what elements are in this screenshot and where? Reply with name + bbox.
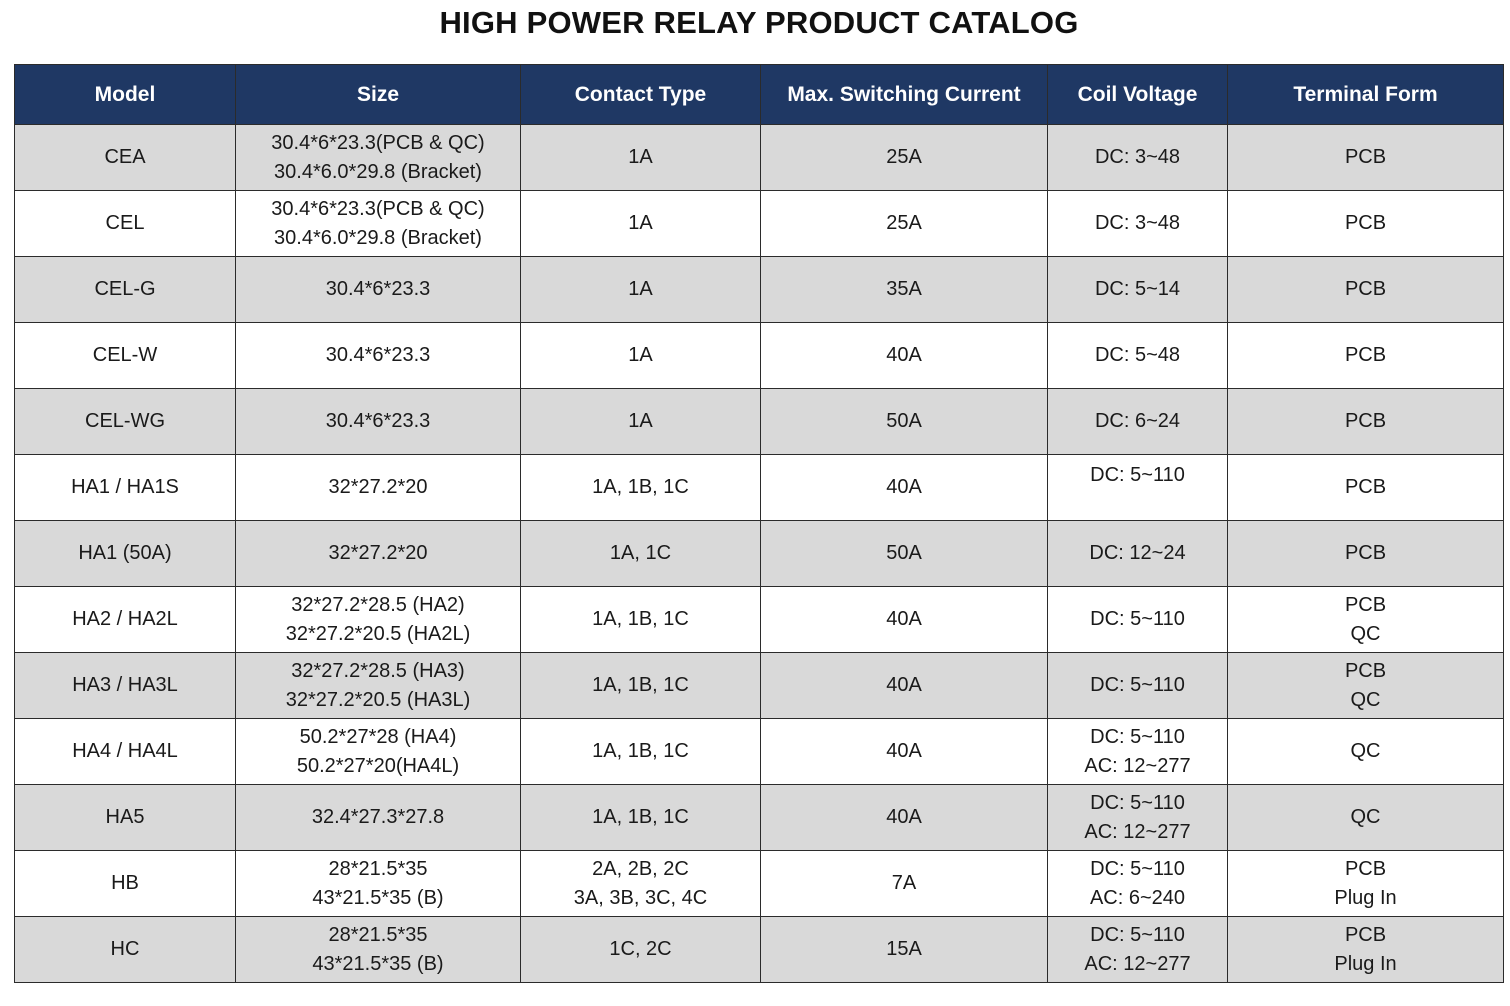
max-current-cell-text: 40A — [886, 608, 922, 630]
max-current-cell — [761, 521, 1048, 587]
terminal-form-cell-line: PCB — [1344, 857, 1387, 880]
column-header-terminal-form: Terminal Form — [1228, 65, 1504, 125]
contact-type-cell-line: 1A — [628, 278, 653, 300]
contact-type-cell — [521, 257, 761, 323]
max-current-cell — [761, 851, 1048, 917]
contact-type-cell-line: 1A — [628, 212, 653, 234]
table-row — [15, 653, 1504, 719]
model-cell — [15, 125, 236, 191]
contact-type-cell — [521, 785, 761, 851]
coil-voltage-cell — [1048, 389, 1228, 455]
model-cell-text: CEL — [105, 212, 145, 234]
size-cell — [236, 455, 521, 521]
max-current-cell-text: 40A — [886, 806, 922, 828]
model-cell — [15, 719, 236, 785]
terminal-form-cell — [1228, 389, 1504, 455]
terminal-form-cell — [1228, 587, 1504, 653]
table-row — [15, 323, 1504, 389]
model-cell — [15, 389, 236, 455]
terminal-form-cell — [1228, 851, 1504, 917]
table-row — [15, 191, 1504, 257]
model-cell-text: HC — [110, 938, 140, 960]
size-cell-line: 32*27.2*28.5 (HA3) — [291, 659, 465, 682]
size-cell — [236, 785, 521, 851]
contact-type-cell — [521, 521, 761, 587]
model-cell-text: CEL-W — [92, 344, 158, 366]
max-current-cell-text: 50A — [886, 542, 922, 564]
size-cell — [236, 917, 521, 983]
terminal-form-cell-line: QC — [1350, 806, 1381, 828]
terminal-form-cell — [1228, 191, 1504, 257]
contact-type-cell-line: 1A, 1B, 1C — [592, 608, 689, 630]
size-cell-line: 28*21.5*35 — [328, 923, 428, 946]
size-cell — [236, 719, 521, 785]
coil-voltage-cell — [1048, 455, 1228, 521]
terminal-form-cell — [1228, 785, 1504, 851]
terminal-form-cell-line: QC — [1350, 688, 1381, 711]
terminal-form-cell-line: PCB — [1344, 659, 1387, 682]
size-cell-line: 32*27.2*28.5 (HA2) — [291, 593, 465, 616]
coil-voltage-cell-line: AC: 12~277 — [1084, 952, 1191, 975]
size-cell — [236, 257, 521, 323]
coil-voltage-cell-line: DC: 5~110 — [1090, 857, 1185, 880]
coil-voltage-cell-line: DC: 5~110 — [1090, 464, 1185, 486]
max-current-cell-text: 50A — [886, 410, 922, 432]
table-row — [15, 785, 1504, 851]
terminal-form-cell-line: QC — [1350, 740, 1381, 762]
size-cell — [236, 389, 521, 455]
coil-voltage-cell-line: DC: 5~48 — [1094, 344, 1181, 366]
coil-voltage-cell — [1048, 257, 1228, 323]
contact-type-cell-line: 1A, 1B, 1C — [592, 476, 689, 498]
model-cell — [15, 323, 236, 389]
terminal-form-cell-line: PCB — [1344, 410, 1387, 432]
contact-type-cell — [521, 191, 761, 257]
coil-voltage-cell — [1048, 125, 1228, 191]
max-current-cell — [761, 191, 1048, 257]
coil-voltage-cell — [1048, 653, 1228, 719]
max-current-cell-text: 40A — [886, 674, 922, 696]
contact-type-cell — [521, 389, 761, 455]
contact-type-cell-line: 3A, 3B, 3C, 4C — [573, 886, 708, 909]
page-title: HIGH POWER RELAY PRODUCT CATALOG — [439, 5, 1079, 40]
model-cell-text: HB — [111, 872, 139, 894]
terminal-form-cell — [1228, 257, 1504, 323]
contact-type-cell-line: 1A, 1B, 1C — [592, 806, 689, 828]
size-cell-line: 32*27.2*20.5 (HA3L) — [285, 688, 471, 711]
size-cell-line: 32*27.2*20.5 (HA2L) — [285, 622, 471, 645]
header-row — [15, 65, 1504, 125]
table-row — [15, 917, 1504, 983]
terminal-form-cell-line: PCB — [1344, 146, 1387, 168]
contact-type-cell — [521, 851, 761, 917]
coil-voltage-cell — [1048, 521, 1228, 587]
terminal-form-cell-line: Plug In — [1334, 886, 1397, 909]
contact-type-cell — [521, 917, 761, 983]
model-cell-text: HA2 / HA2L — [72, 608, 178, 630]
size-cell-line: 32*27.2*20 — [328, 542, 428, 564]
terminal-form-cell-line: PCB — [1344, 476, 1387, 498]
max-current-cell — [761, 917, 1048, 983]
size-cell — [236, 521, 521, 587]
column-header-contact-type: Contact Type — [521, 65, 761, 125]
table-row — [15, 719, 1504, 785]
max-current-cell-text: 15A — [886, 938, 922, 960]
max-current-cell — [761, 389, 1048, 455]
model-cell-text: HA1 (50A) — [78, 542, 172, 564]
size-cell-line: 30.4*6.0*29.8 (Bracket) — [274, 226, 482, 249]
coil-voltage-cell — [1048, 719, 1228, 785]
column-header-max-switching-current: Max. Switching Current — [761, 65, 1048, 125]
table-header — [15, 65, 1504, 125]
terminal-form-cell — [1228, 719, 1504, 785]
model-cell — [15, 917, 236, 983]
size-cell-line: 30.4*6*23.3(PCB & QC) — [271, 131, 485, 154]
terminal-form-cell-line: PCB — [1344, 212, 1387, 234]
coil-voltage-cell-line: DC: 5~110 — [1090, 608, 1185, 630]
model-cell — [15, 785, 236, 851]
max-current-cell — [761, 323, 1048, 389]
model-cell — [15, 191, 236, 257]
model-cell — [15, 653, 236, 719]
table-row — [15, 521, 1504, 587]
max-current-cell-text: 35A — [886, 278, 922, 300]
coil-voltage-cell-line: DC: 5~110 — [1090, 725, 1185, 748]
model-cell-text: CEA — [104, 146, 146, 168]
terminal-form-cell — [1228, 455, 1504, 521]
contact-type-cell-line: 2A, 2B, 2C — [592, 857, 689, 880]
max-current-cell-text: 40A — [886, 344, 922, 366]
contact-type-cell — [521, 587, 761, 653]
model-cell-text: HA4 / HA4L — [72, 740, 178, 762]
table-row — [15, 257, 1504, 323]
coil-voltage-cell — [1048, 785, 1228, 851]
terminal-form-cell — [1228, 323, 1504, 389]
size-cell-line: 30.4*6*23.3 — [325, 410, 431, 432]
coil-voltage-cell-line: DC: 5~14 — [1094, 278, 1181, 300]
coil-voltage-cell — [1048, 917, 1228, 983]
model-cell — [15, 521, 236, 587]
size-cell-line: 32.4*27.3*27.8 — [311, 806, 445, 828]
size-cell-line: 30.4*6*23.3 — [325, 344, 431, 366]
model-cell-text: HA3 / HA3L — [72, 674, 178, 696]
model-cell — [15, 257, 236, 323]
size-cell — [236, 125, 521, 191]
coil-voltage-cell-line: DC: 5~110 — [1090, 674, 1185, 696]
model-cell-text: CEL-WG — [85, 410, 165, 432]
terminal-form-cell-line: PCB — [1344, 344, 1387, 366]
size-cell — [236, 851, 521, 917]
max-current-cell-text: 25A — [886, 146, 922, 168]
size-cell-line: 28*21.5*35 — [328, 857, 428, 880]
table-row — [15, 587, 1504, 653]
terminal-form-cell-line: PCB — [1344, 278, 1387, 300]
terminal-form-cell-line: Plug In — [1334, 952, 1397, 975]
max-current-cell — [761, 125, 1048, 191]
max-current-cell-text: 40A — [886, 476, 922, 498]
size-cell-line: 43*21.5*35 (B) — [312, 886, 444, 909]
coil-voltage-cell-line: AC: 12~277 — [1084, 754, 1191, 777]
coil-voltage-cell — [1048, 323, 1228, 389]
contact-type-cell — [521, 719, 761, 785]
contact-type-cell-line: 1C, 2C — [609, 938, 672, 960]
table-row — [15, 125, 1504, 191]
size-cell — [236, 587, 521, 653]
size-cell-line: 43*21.5*35 (B) — [312, 952, 444, 975]
contact-type-cell — [521, 653, 761, 719]
size-cell-line: 50.2*27*28 (HA4) — [299, 725, 457, 748]
terminal-form-cell-line: PCB — [1344, 593, 1387, 616]
column-header-model: Model — [15, 65, 236, 125]
table-body — [15, 125, 1504, 983]
max-current-cell — [761, 719, 1048, 785]
max-current-cell-text: 40A — [886, 740, 922, 762]
size-cell-line: 32*27.2*20 — [328, 476, 428, 498]
terminal-form-cell — [1228, 125, 1504, 191]
max-current-cell — [761, 455, 1048, 521]
contact-type-cell-line: 1A — [628, 146, 653, 168]
contact-type-cell-line: 1A, 1B, 1C — [592, 740, 689, 762]
table-row — [15, 455, 1504, 521]
column-header-coil-voltage: Coil Voltage — [1048, 65, 1228, 125]
coil-voltage-cell — [1048, 587, 1228, 653]
terminal-form-cell-line: PCB — [1344, 923, 1387, 946]
contact-type-cell-line: 1A — [628, 410, 653, 432]
max-current-cell — [761, 587, 1048, 653]
coil-voltage-cell-line: DC: 3~48 — [1094, 146, 1181, 168]
contact-type-cell-line: 1A, 1B, 1C — [592, 674, 689, 696]
size-cell-line: 30.4*6.0*29.8 (Bracket) — [274, 160, 482, 183]
model-cell-text: HA5 — [105, 806, 145, 828]
contact-type-cell — [521, 455, 761, 521]
coil-voltage-cell-line: DC: 6~24 — [1094, 410, 1181, 432]
model-cell-text: CEL-G — [94, 278, 156, 300]
size-cell-line: 50.2*27*20(HA4L) — [296, 754, 460, 777]
model-cell-text: HA1 / HA1S — [71, 476, 179, 498]
table-row — [15, 389, 1504, 455]
coil-voltage-cell — [1048, 191, 1228, 257]
contact-type-cell — [521, 125, 761, 191]
max-current-cell — [761, 257, 1048, 323]
size-cell — [236, 323, 521, 389]
coil-voltage-cell-line: AC: 12~277 — [1084, 820, 1191, 843]
model-cell — [15, 851, 236, 917]
model-cell — [15, 455, 236, 521]
size-cell — [236, 653, 521, 719]
coil-voltage-cell-line: AC: 6~240 — [1089, 886, 1186, 909]
coil-voltage-cell — [1048, 851, 1228, 917]
contact-type-cell — [521, 323, 761, 389]
terminal-form-cell — [1228, 653, 1504, 719]
max-current-cell — [761, 653, 1048, 719]
contact-type-cell-line: 1A — [628, 344, 653, 366]
terminal-form-cell — [1228, 917, 1504, 983]
terminal-form-cell-line: QC — [1350, 622, 1381, 645]
size-cell — [236, 191, 521, 257]
max-current-cell-text: 7A — [891, 872, 917, 894]
relay-catalog-table — [14, 64, 1504, 983]
table-row — [15, 851, 1504, 917]
coil-voltage-cell-line: DC: 5~110 — [1090, 791, 1185, 814]
size-cell-line: 30.4*6*23.3 — [325, 278, 431, 300]
model-cell — [15, 587, 236, 653]
max-current-cell-text: 25A — [886, 212, 922, 234]
column-header-size: Size — [236, 65, 521, 125]
terminal-form-cell-line: PCB — [1344, 542, 1387, 564]
contact-type-cell-line: 1A, 1C — [609, 542, 672, 564]
terminal-form-cell — [1228, 521, 1504, 587]
coil-voltage-cell-line: DC: 3~48 — [1094, 212, 1181, 234]
size-cell-line: 30.4*6*23.3(PCB & QC) — [271, 197, 485, 220]
coil-voltage-cell-line: DC: 12~24 — [1089, 542, 1186, 564]
max-current-cell — [761, 785, 1048, 851]
coil-voltage-cell-line: DC: 5~110 — [1090, 923, 1185, 946]
